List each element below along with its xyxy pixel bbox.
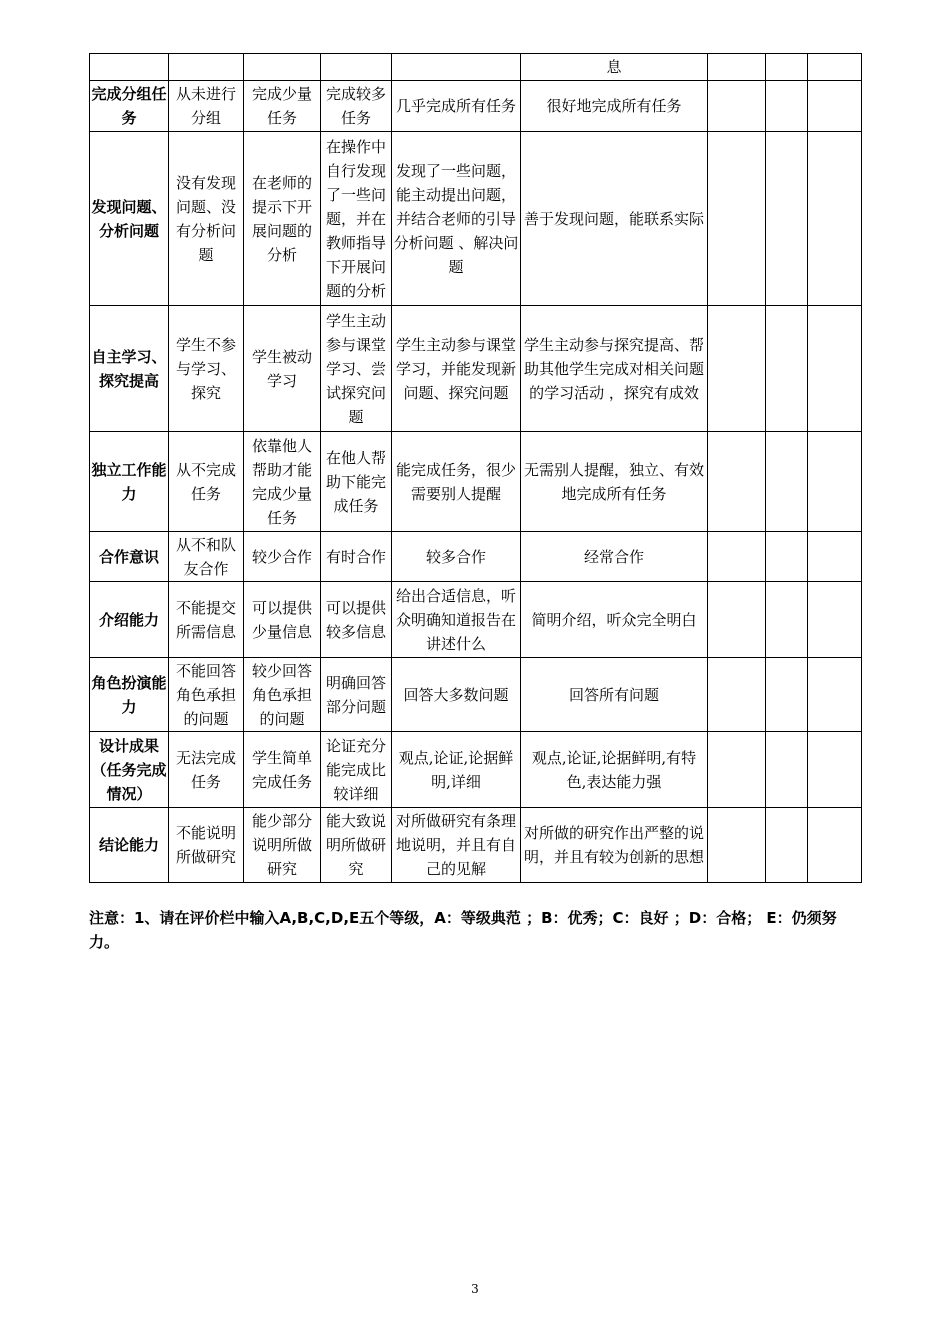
level-3-cell	[321, 54, 392, 81]
grade-input-cell[interactable]	[708, 306, 766, 432]
level-1-cell: 无法完成任务	[169, 732, 244, 808]
grade-input-cell[interactable]	[708, 81, 766, 132]
grade-input-cell[interactable]	[808, 306, 862, 432]
level-1-cell: 从不和队友合作	[169, 532, 244, 582]
grade-input-cell[interactable]	[766, 582, 808, 658]
grade-input-cell[interactable]	[766, 132, 808, 306]
level-1-cell	[169, 54, 244, 81]
grade-input-cell[interactable]	[766, 432, 808, 532]
grade-input-cell[interactable]	[808, 132, 862, 306]
level-2-cell	[244, 54, 321, 81]
grade-input-cell[interactable]	[766, 81, 808, 132]
grade-input-cell[interactable]	[808, 54, 862, 81]
level-4-cell: 几乎完成所有任务	[392, 81, 521, 132]
criterion-cell: 发现问题、分析问题	[90, 132, 169, 306]
grade-input-cell[interactable]	[808, 432, 862, 532]
level-5-cell: 回答所有问题	[521, 658, 708, 732]
level-3-cell: 可以提供较多信息	[321, 582, 392, 658]
level-4-cell: 给出合适信息，听众明确知道报告在讲述什么	[392, 582, 521, 658]
grade-input-cell[interactable]	[808, 81, 862, 132]
level-5-cell: 学生主动参与探究提高、帮助其他学生完成对相关问题的学习活动 ，探究有成效	[521, 306, 708, 432]
level-5-cell: 对所做的研究作出严整的说明，并且有较为创新的思想	[521, 808, 708, 883]
level-2-cell: 较少回答角色承担的问题	[244, 658, 321, 732]
level-1-cell: 没有发现问题、没有分析问题	[169, 132, 244, 306]
grade-input-cell[interactable]	[808, 732, 862, 808]
level-4-cell	[392, 54, 521, 81]
table-row	[90, 732, 862, 808]
level-2-cell: 依靠他人帮助才能完成少量任务	[244, 432, 321, 532]
page-number: 3	[471, 1282, 479, 1296]
level-2-cell: 可以提供少量信息	[244, 582, 321, 658]
level-4-cell: 能完成任务，很少需要别人提醒	[392, 432, 521, 532]
grade-input-cell[interactable]	[808, 808, 862, 883]
evaluation-rubric-table	[89, 53, 862, 883]
criterion-cell: 独立工作能力	[90, 432, 169, 532]
level-5-cell: 简明介绍，听众完全明白	[521, 582, 708, 658]
grade-input-cell[interactable]	[708, 432, 766, 532]
level-5-cell: 观点,论证,论据鲜明,有特色,表达能力强	[521, 732, 708, 808]
level-2-cell: 较少合作	[244, 532, 321, 582]
level-1-cell: 从未进行分组	[169, 81, 244, 132]
level-5-cell: 善于发现问题，能联系实际	[521, 132, 708, 306]
level-5-cell: 很好地完成所有任务	[521, 81, 708, 132]
grade-input-cell[interactable]	[708, 658, 766, 732]
level-2-cell: 完成少量任务	[244, 81, 321, 132]
level-1-cell: 不能说明所做研究	[169, 808, 244, 883]
level-4-cell: 较多合作	[392, 532, 521, 582]
level-2-cell: 学生被动学习	[244, 306, 321, 432]
level-3-cell: 明确回答部分问题	[321, 658, 392, 732]
table-row	[90, 658, 862, 732]
grade-input-cell[interactable]	[808, 658, 862, 732]
level-3-cell: 有时合作	[321, 532, 392, 582]
criterion-cell: 合作意识	[90, 532, 169, 582]
table-row	[90, 132, 862, 306]
table-row	[90, 306, 862, 432]
criterion-cell	[90, 54, 169, 81]
grade-input-cell[interactable]	[708, 54, 766, 81]
level-4-cell: 对所做研究有条理地说明，并且有自己的见解	[392, 808, 521, 883]
criterion-cell: 结论能力	[90, 808, 169, 883]
grade-input-cell[interactable]	[708, 582, 766, 658]
grade-input-cell[interactable]	[766, 808, 808, 883]
level-1-cell: 学生不参与学习、探究	[169, 306, 244, 432]
grade-input-cell[interactable]	[766, 732, 808, 808]
criterion-cell: 完成分组任务	[90, 81, 169, 132]
grade-input-cell[interactable]	[708, 532, 766, 582]
level-1-cell: 不能回答角色承担的问题	[169, 658, 244, 732]
level-3-cell: 能大致说明所做研究	[321, 808, 392, 883]
grade-input-cell[interactable]	[766, 54, 808, 81]
level-3-cell: 学生主动参与课堂学习、尝试探究问题	[321, 306, 392, 432]
grade-input-cell[interactable]	[808, 582, 862, 658]
level-3-cell: 完成较多任务	[321, 81, 392, 132]
criterion-cell: 角色扮演能力	[90, 658, 169, 732]
level-4-cell: 发现了一些问题，能主动提出问题，并结合老师的引导分析问题 、解决问题	[392, 132, 521, 306]
level-5-cell: 息	[521, 54, 708, 81]
level-4-cell: 观点,论证,论据鲜明,详细	[392, 732, 521, 808]
level-3-cell: 在操作中自行发现了一些问题，并在教师指导下开展问题的分析	[321, 132, 392, 306]
table-row	[90, 532, 862, 582]
criterion-cell: 设计成果（任务完成情况）	[90, 732, 169, 808]
criterion-cell: 自主学习、探究提高	[90, 306, 169, 432]
level-5-cell: 无需别人提醒，独立、有效地完成所有任务	[521, 432, 708, 532]
level-1-cell: 从不完成任务	[169, 432, 244, 532]
level-2-cell: 在老师的提示下开展问题的分析	[244, 132, 321, 306]
table-row	[90, 432, 862, 532]
level-3-cell: 在他人帮助下能完成任务	[321, 432, 392, 532]
table-row	[90, 808, 862, 883]
grade-input-cell[interactable]	[808, 532, 862, 582]
grade-input-cell[interactable]	[708, 808, 766, 883]
grade-input-cell[interactable]	[766, 658, 808, 732]
grade-input-cell[interactable]	[708, 132, 766, 306]
level-4-cell: 学生主动参与课堂学习，并能发现新问题、探究问题	[392, 306, 521, 432]
grade-input-cell[interactable]	[766, 306, 808, 432]
level-2-cell: 能少部分说明所做研究	[244, 808, 321, 883]
table-row	[90, 81, 862, 132]
level-4-cell: 回答大多数问题	[392, 658, 521, 732]
table-row	[90, 582, 862, 658]
grade-input-cell[interactable]	[708, 732, 766, 808]
criterion-cell: 介绍能力	[90, 582, 169, 658]
grade-input-cell[interactable]	[766, 532, 808, 582]
level-5-cell: 经常合作	[521, 532, 708, 582]
table-row	[90, 54, 862, 81]
grading-note: 注意：1、请在评价栏中输入A,B,C,D,E五个等级，A：等级典范 ；B：优秀；C：良好 ；D：合格； E：仍须努力。	[89, 909, 837, 951]
level-1-cell: 不能提交所需信息	[169, 582, 244, 658]
level-3-cell: 论证充分能完成比较详细	[321, 732, 392, 808]
level-2-cell: 学生简单完成任务	[244, 732, 321, 808]
